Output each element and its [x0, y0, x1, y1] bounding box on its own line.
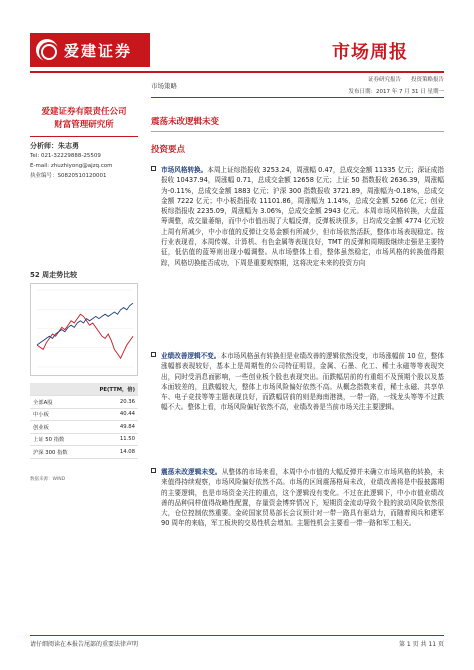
- table-row: [30, 433, 138, 446]
- company-logo: [30, 33, 150, 67]
- divider: [30, 136, 138, 137]
- pe-index-name: 中小板: [30, 408, 83, 421]
- report-title: 市场周报: [332, 42, 408, 63]
- legal-notice: 请仔细阅读在本报告尾部的重要法律声明: [30, 641, 139, 648]
- bullet-icon: [151, 352, 156, 357]
- paragraph-earnings: [151, 351, 444, 413]
- pe-value: 20.36: [83, 396, 138, 409]
- left-sidebar: [30, 106, 138, 181]
- logo-mark-icon: [36, 39, 58, 61]
- pe-table-header: [30, 383, 138, 396]
- pe-value: 11.50: [83, 433, 138, 446]
- strategy-label: 市场策略: [151, 82, 177, 90]
- paragraph-lead: 震荡未改逻辑未变。: [161, 468, 222, 476]
- pe-index-name: 全部A股: [30, 396, 83, 409]
- publish-date: 发布日期：2017 年 7 月 31 日 星期一: [348, 89, 444, 95]
- section-heading: 投资要点: [151, 145, 186, 155]
- institute-name: 财富管理研究所: [54, 120, 114, 130]
- table-row: [30, 446, 138, 459]
- pe-value: 49.84: [83, 421, 138, 434]
- pe-header-cell: PE(TTM，倍): [83, 383, 138, 396]
- analyst-email[interactable]: E-mail: zhuzhiyong@ajzq.com: [30, 163, 113, 169]
- pe-index-name: 创业板: [30, 421, 83, 434]
- pe-value: 14.08: [83, 446, 138, 459]
- analyst-name: 分析师：朱志勇: [30, 142, 79, 150]
- page-number: 第 1 页 共 11 页: [399, 641, 444, 648]
- trend-chart: [30, 283, 138, 376]
- main-heading: 震荡未改逻辑未变: [151, 117, 220, 127]
- company-name: 爱建证券有限责任公司: [41, 107, 127, 117]
- paragraph-lead: 市场风格转换。: [161, 166, 208, 174]
- data-source: 数据来源：WIND: [30, 477, 66, 482]
- pe-table: [30, 383, 138, 459]
- logo-text: 爱建证券: [64, 41, 133, 60]
- bullet-icon: [151, 166, 156, 171]
- table-row: [30, 396, 138, 409]
- pe-value: 40.44: [83, 408, 138, 421]
- trend-chart-title: 52 周走势比较: [30, 271, 78, 279]
- paragraph-lead: 业绩改善逻辑不变。: [161, 352, 221, 360]
- sub-rule: [151, 97, 444, 98]
- analyst-tel: Tel: 021-32229888-25509: [30, 153, 101, 159]
- footer-rule: [30, 635, 444, 636]
- trend-chart-svg: [31, 284, 137, 375]
- report-tags: [368, 75, 444, 83]
- paragraph-text: 本周上证综指报收 3253.24，周涨幅 0.47，总成交金额 11335 亿元；深证成指报收 10437.94，周涨幅 0.71，总成交金额 12658 亿元；上证 50 指数报收 2636.39，周涨幅为-0.11%，总成交金额 1883 亿元；沪深 300 指数报收 3721.89，周涨幅为-0.18%，总成交金额 7222 亿元；中小板指报收 11101.86，周涨幅为 1.14%，总成交金额 5266 亿元；创业板综指报收 2235.09，周涨幅为 3.06%，总成交金额 2943 亿元。本周市场风格转换，大盘蓝筹调整，成交量萎缩，而中小市值出现了大幅反弹，反弹板块很多，日均成交金额 4774 亿元较上周有所减少，中小市值的反弹让交易金额有所减少，但市场依然活跃，整体市场表现稳定。按行业表现看，本周传媒、计算机、有色金属等表现良好，TMT 的反弹和周期股继续走强是主要特征，低估值的蓝筹则出现小幅调整。从市场整体上看，整体虽然稳定，市场风格的转换值得跟踪，风格切换能否成功，下周是重要观察期，这将决定未来的投资方向: [161, 166, 445, 267]
- table-row: [30, 421, 138, 434]
- pe-header-cell: [30, 383, 83, 396]
- analyst-license: 执业编号：S0820510120001: [30, 173, 107, 179]
- bullet-icon: [151, 468, 156, 473]
- paragraph-text: 从整体的市场来看，本周中小市值的大幅反弹并未确立市场风格的转换，未来值得持续观察，市场风险偏好依然不高。市场的区间震荡格局未改，业绩改善将是中报披露期的主要逻辑，也是市场资金关注的重点，这个逻辑没有变化。不过在此逻辑下，中小市值业绩改善的品种同样值得战略性配置，存量资金博弈情况下，短期资金流动导致个股的波动风险依然很大，仓位控制依然重要。金砖国家贸易部长会议预计对一带一路具有驱动力，而随着阅兵和建军 90 周年的来临，军工板块的交易性机会增加。主题性机会主要看一带一路和军工相关。: [161, 468, 445, 528]
- header-rule: [30, 71, 444, 73]
- report-tag: 投资策略报告: [410, 77, 444, 83]
- paragraph-market-style: [151, 165, 444, 268]
- pe-index-name: 沪深 300 指数: [30, 446, 83, 459]
- paragraph-text: 本市场风格虽有转换但是业绩改善的逻辑依然没变，市场涨幅前 10 位，整体涨幅都表现较好，基本上是周期性的公司特征明显，金属、石墨、化工、稀土永磁等等表现突出，同时受消息面影响，一些创业板个股也表现突出。而跌幅居前的有重组不及预期个股以及基本面较差的，且跌幅较大，整体上市场风险偏好依然不高。从概念指数来看，稀土永磁、共享单车、电子竞技等等主题表现良好，而跌幅居前的则是海南港澳，一带一路，一线龙头等等不过跌幅不大。整体上看，市场风险偏好依然不高，业绩改善是当前市场关注主要逻辑。: [161, 352, 444, 412]
- table-row: [30, 408, 138, 421]
- main-rule: [151, 131, 444, 132]
- paragraph-outlook: [151, 467, 444, 529]
- pe-index-name: 上证 50 指数: [30, 433, 83, 446]
- report-tag: 证券研究报告: [367, 77, 401, 83]
